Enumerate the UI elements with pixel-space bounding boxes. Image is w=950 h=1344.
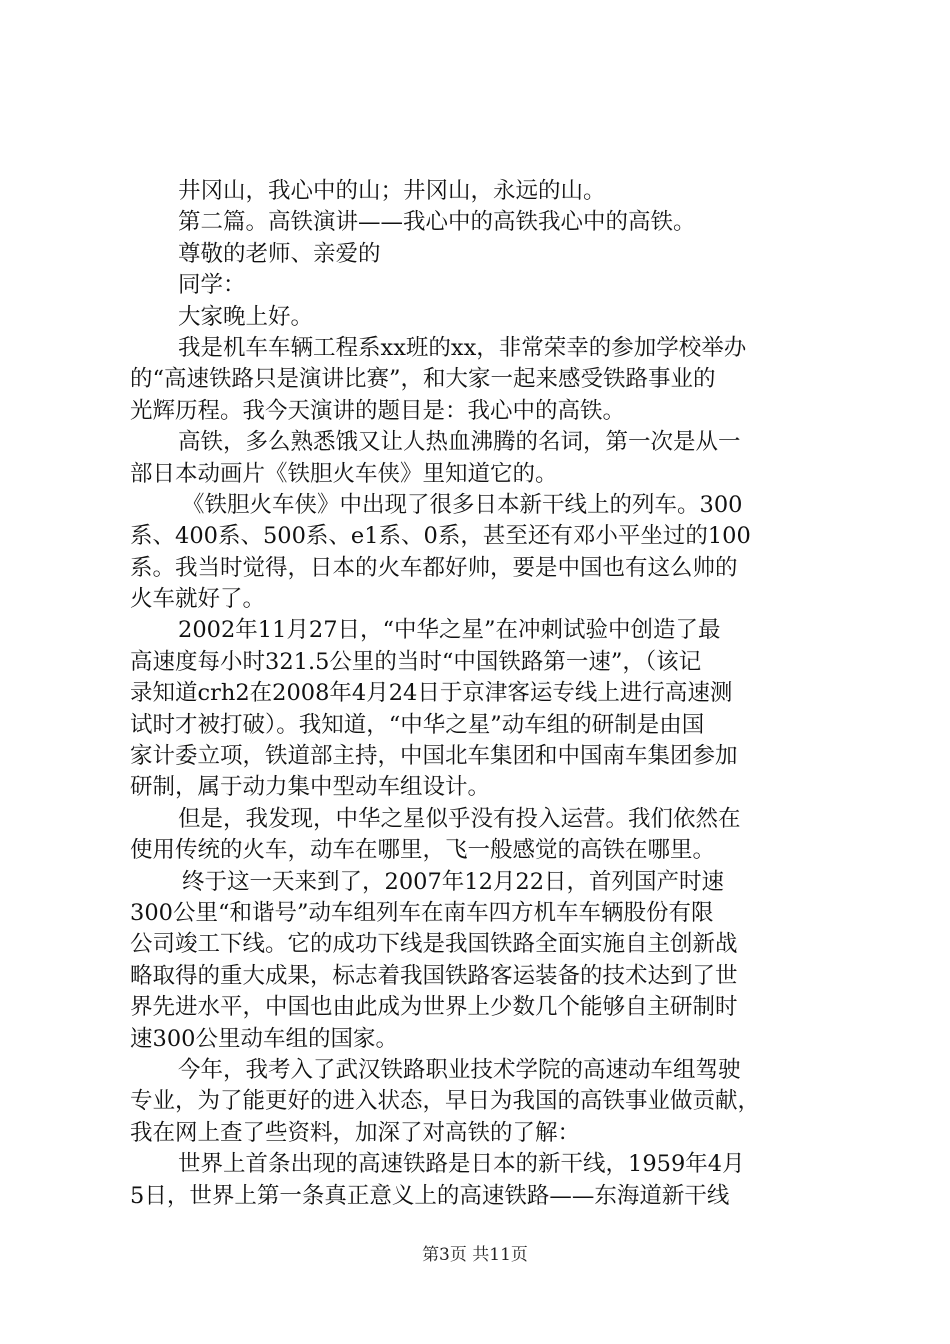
text-line: 第二篇。高铁演讲——我心中的高铁我心中的高铁。 [178,209,696,236]
text-line: 专业，为了能更好的进入状态，早日为我国的高铁事业做贡献， [130,1088,761,1115]
text-line: 300公里“和谐号”动车组列车在南车四方机车车辆股份有限 [130,899,714,926]
text-line: 速300公里动车组的国家。 [130,1025,398,1052]
text-line: 5日，世界上第一条真正意义上的高速铁路——东海道新干线 [130,1182,730,1209]
text-line: 家计委立项，铁道部主持，中国北车集团和中国南车集团参加 [130,743,738,770]
text-line: 系、400系、500系、e1系、0系，甚至还有邓小平坐过的100 [130,523,751,550]
text-line: 略取得的重大成果，标志着我国铁路客运装备的技术达到了世 [130,962,738,989]
text-line: 火车就好了。 [130,586,266,613]
text-line: 同学： [178,272,246,299]
text-line: 的“高速铁路只是演讲比赛”，和大家一起来感受铁路事业的 [130,366,716,393]
document-body [130,176,840,1212]
text-line: 我是机车车辆工程系xx班的xx，非常荣幸的参加学校举办 [178,334,747,361]
text-line: 尊敬的老师、亲爱的 [178,240,381,267]
text-line: 研制，属于动力集中型动车组设计。 [130,774,491,801]
text-line: 终于这一天来到了，2007年12月22日，首列国产时速 [182,868,725,895]
text-line: 《铁胆火车侠》中出现了很多日本新干线上的列车。300 [182,491,743,518]
text-line: 我在网上查了些资料，加深了对高铁的了解： [130,1119,581,1146]
text-line: 系。我当时觉得，日本的火车都好帅，要是中国也有这么帅的 [130,554,738,581]
text-line: 试时才被打破）。我知道，“中华之星”动车组的研制是由国 [130,711,705,738]
text-line: 井冈山，我心中的山；井冈山，永远的山。 [178,178,606,204]
text-line: 光辉历程。我今天演讲的题目是：我心中的高铁。 [130,397,626,424]
text-line: 世界上首条出现的高速铁路是日本的新干线，1959年4月 [178,1151,745,1178]
text-line: 界先进水平，中国也由此成为世界上少数几个能够自主研制时 [130,994,738,1021]
text-line: 今年，我考入了武汉铁路职业技术学院的高速动车组驾驶 [178,1056,741,1083]
text-line: 公司竣工下线。它的成功下线是我国铁路全面实施自主创新战 [130,931,738,958]
text-line: 部日本动画片《铁胆火车侠》里知道它的。 [130,460,558,487]
page-number-footer: 第3页 共11页 [422,1245,528,1265]
text-line: 但是，我发现，中华之星似乎没有投入运营。我们依然在 [178,805,741,832]
text-line: 2002年11月27日，“中华之星”在冲刺试验中创造了最 [178,617,721,644]
text-line: 高速度每小时321.5公里的当时“中国铁路第一速”，（该记 [130,648,702,675]
text-line: 使用传统的火车，动车在哪里，飞一般感觉的高铁在哪里。 [130,837,716,864]
text-line: 录知道crh2在2008年4月24日于京津客运专线上进行高速测 [130,680,733,707]
text-line: 高铁，多么熟悉饿又让人热血沸腾的名词，第一次是从一 [178,429,741,456]
text-line: 大家晚上好。 [178,303,314,330]
